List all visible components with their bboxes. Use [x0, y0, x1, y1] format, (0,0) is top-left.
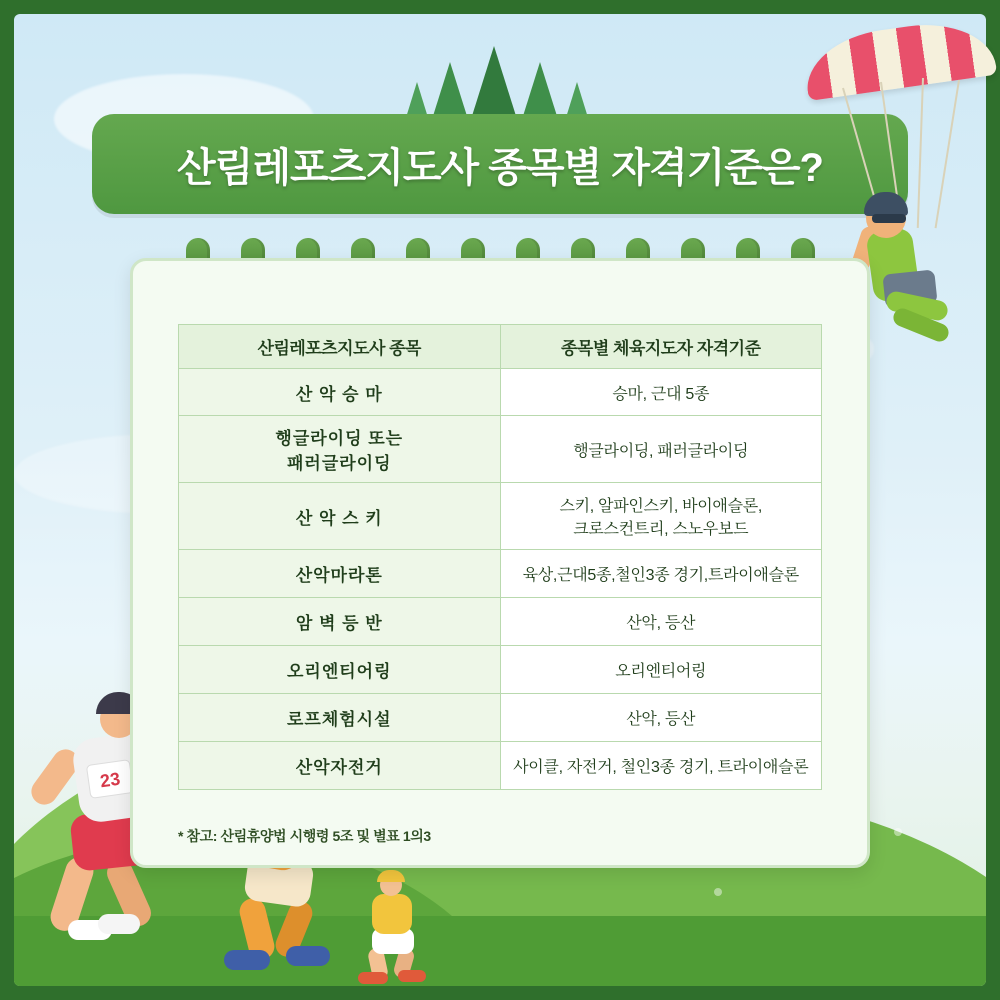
paraglider-line	[917, 78, 924, 228]
cell-criteria: 산악, 등산	[500, 694, 822, 742]
paraglider-line	[935, 80, 960, 228]
table-row	[179, 416, 822, 483]
pilot-helmet	[864, 192, 908, 216]
column-header-category: 산림레포츠지도사 종목	[179, 325, 501, 369]
footnote-text: * 참고: 산림휴양법 시행령 5조 및 별표 1의3	[178, 828, 431, 844]
table-row	[179, 369, 822, 416]
cell-category: 오리엔티어링	[179, 646, 501, 694]
table-row	[179, 742, 822, 790]
table-row	[179, 550, 822, 598]
runner-shoe	[224, 950, 270, 970]
cell-criteria: 오리엔티어링	[500, 646, 822, 694]
cell-category: 산 악 승 마	[179, 369, 501, 416]
runner-shoe	[358, 972, 388, 984]
cell-category: 산 악 스 키	[179, 483, 501, 550]
cell-criteria: 행글라이딩, 패러글라이딩	[500, 416, 822, 483]
pilot-sunglasses-icon	[872, 214, 906, 223]
table-header-row	[179, 325, 822, 369]
table-body	[179, 369, 822, 790]
cell-category: 산악자전거	[179, 742, 501, 790]
runner-shoe	[98, 914, 140, 934]
cell-criteria: 스키, 알파인스키, 바이애슬론, 크로스컨트리, 스노우보드	[500, 483, 822, 550]
cell-category: 로프체험시설	[179, 694, 501, 742]
table-row	[179, 694, 822, 742]
cell-criteria: 사이클, 자전거, 철인3종 경기, 트라이애슬론	[500, 742, 822, 790]
runner-shoe	[398, 970, 426, 982]
cell-category: 암 벽 등 반	[179, 598, 501, 646]
table-row	[179, 483, 822, 550]
running-athlete-3-illustration	[344, 874, 464, 984]
cell-criteria: 산악, 등산	[500, 598, 822, 646]
column-header-criteria: 종목별 체육지도자 자격기준	[500, 325, 822, 369]
cell-criteria: 승마, 근대 5종	[500, 369, 822, 416]
page-title: 산림레포츠지도사 종목별 자격기준은?	[177, 145, 823, 190]
cell-criteria: 육상,근대5종,철인3종 경기,트라이애슬론	[500, 550, 822, 598]
qualification-table	[178, 324, 822, 790]
runner-bib-number: 23	[86, 759, 134, 799]
parachute-canopy	[801, 15, 998, 101]
grass-dot	[894, 828, 902, 836]
table-head	[179, 325, 822, 369]
cell-category: 산악마라톤	[179, 550, 501, 598]
table-row	[179, 646, 822, 694]
table-row	[179, 598, 822, 646]
runner-shoe	[286, 946, 330, 966]
qualification-table-wrapper	[178, 324, 822, 790]
grass-dot	[714, 888, 722, 896]
cell-category: 행글라이딩 또는 패러글라이딩	[179, 416, 501, 483]
tree-icon	[472, 46, 516, 116]
runner-torso	[372, 894, 412, 934]
